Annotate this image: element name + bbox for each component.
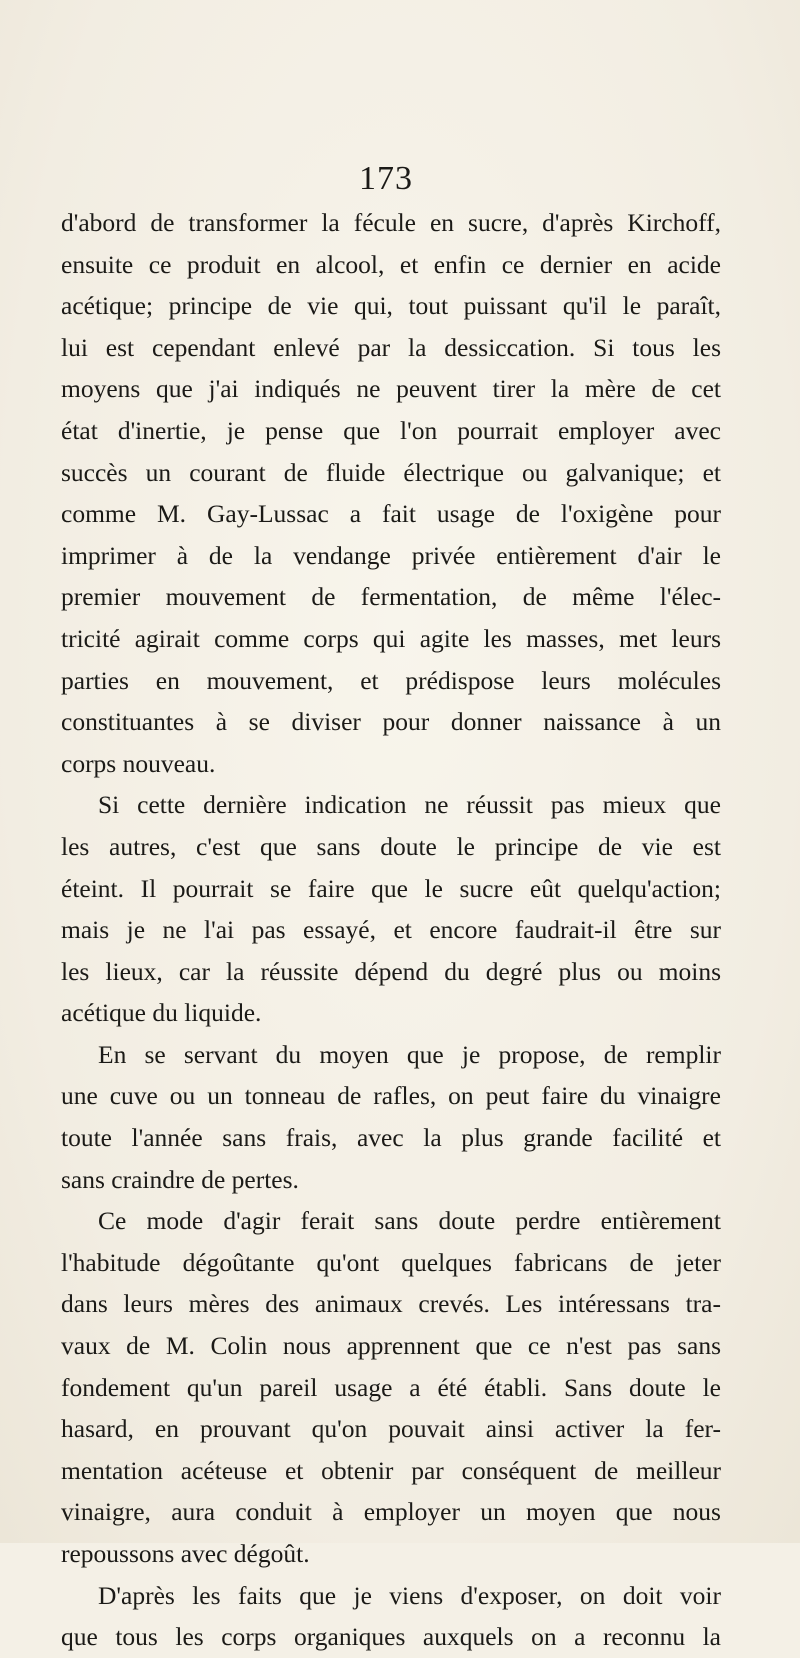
text-line: repoussons avec dégoût. <box>61 1539 310 1568</box>
text-line: D'après les faits que je viens d'exposer, on doit voir <box>98 1580 721 1610</box>
text-line: constituantes à se diviser pour donner naissance à un <box>61 707 721 737</box>
text-line: Si cette dernière indication ne réussit pas mieux que <box>98 790 721 820</box>
text-line: ensuite ce produit en alcool, et enfin ce dernier en acide <box>61 249 721 279</box>
text-line: corps nouveau. <box>61 748 216 778</box>
text-line: parties en mouvement, et prédispose leurs molécules <box>61 665 721 695</box>
text-line: lui est cependant enlevé par la dessiccation. Si tous les <box>61 332 721 362</box>
text-line: mentation acéteuse et obtenir par conséquent de meilleur <box>61 1455 721 1485</box>
text-line: d'abord de transformer la fécule en sucre, d'après Kirchoff, <box>61 208 721 237</box>
text-line: éteint. Il pourrait se faire que le sucre eût quelqu'action; <box>61 873 721 903</box>
text-line: état d'inertie, je pense que l'on pourrait employer avec <box>61 415 721 445</box>
text-line: toute l'année sans frais, avec la plus grande facilité et <box>61 1123 721 1153</box>
text-line: l'habitude dégoûtante qu'ont quelques fabricans de jeter <box>61 1247 721 1277</box>
text-line: imprimer à de la vendange privée entièrement d'air le <box>61 540 721 570</box>
text-line: moyens que j'ai indiqués ne peuvent tirer la mère de cet <box>61 374 721 404</box>
text-line: dans leurs mères des animaux crevés. Les intéressans tra- <box>61 1289 721 1319</box>
text-line: hasard, en prouvant qu'on pouvait ainsi activer la fer- <box>61 1414 721 1444</box>
text-line: que tous les corps organiques auxquels on a reconnu la <box>61 1622 721 1652</box>
text-line: acétique du liquide. <box>61 998 262 1028</box>
text-line: Ce mode d'agir ferait sans doute perdre entièrement <box>98 1206 721 1236</box>
text-line: fondement qu'un pareil usage a été établi. Sans doute le <box>61 1372 721 1402</box>
text-line: mais je ne l'ai pas essayé, et encore faudrait-il être sur <box>61 915 721 945</box>
page-number: 173 <box>359 160 413 197</box>
text-line: vaux de M. Colin nous apprennent que ce n'est pas sans <box>61 1331 721 1361</box>
text-line: comme M. Gay-Lussac a fait usage de l'oxigène pour <box>61 499 721 529</box>
text-line: une cuve ou un tonneau de rafles, on peut faire du vinaigre <box>61 1081 721 1111</box>
text-line: les lieux, car la réussite dépend du degré plus ou moins <box>61 956 721 986</box>
text-line: vinaigre, aura conduit à employer un moyen que nous <box>61 1497 721 1527</box>
text-line: les autres, c'est que sans doute le principe de vie est <box>61 831 721 861</box>
text-line: sans craindre de pertes. <box>61 1164 299 1194</box>
body-text <box>61 202 721 1658</box>
text-line: acétique; principe de vie qui, tout puissant qu'il le paraît, <box>61 291 721 321</box>
text-line: succès un courant de fluide électrique ou galvanique; et <box>61 457 721 487</box>
text-line: tricité agirait comme corps qui agite les masses, met leurs <box>61 623 721 653</box>
text-line: premier mouvement de fermentation, de même l'élec- <box>61 582 721 612</box>
text-line: En se servant du moyen que je propose, de remplir <box>98 1039 721 1069</box>
